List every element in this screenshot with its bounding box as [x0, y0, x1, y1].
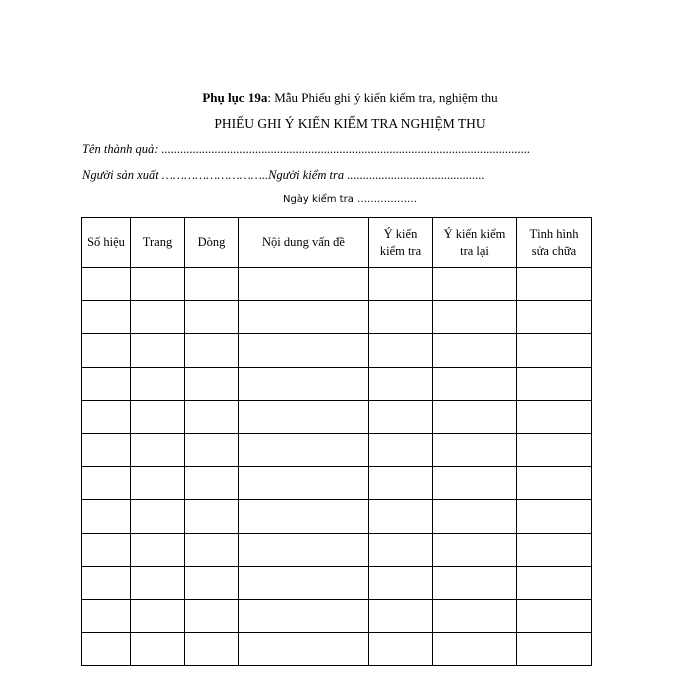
appendix-heading	[0, 90, 700, 106]
table-cell	[369, 334, 433, 367]
table-cell	[82, 334, 131, 367]
table-cell	[131, 467, 185, 500]
table-cell	[369, 533, 433, 566]
table-cell	[82, 599, 131, 632]
table-cell	[433, 633, 517, 666]
table-cell	[239, 500, 369, 533]
table-cell	[369, 633, 433, 666]
table-cell	[517, 433, 592, 466]
table-cell	[433, 566, 517, 599]
table-cell	[185, 367, 239, 400]
table-cell	[433, 334, 517, 367]
result-name-field: Tên thành quả: ......................................................................................................................	[82, 142, 531, 156]
table-cell	[369, 566, 433, 599]
col-number: Số hiệu	[82, 218, 131, 268]
table-header-row	[82, 218, 592, 268]
table-cell	[82, 301, 131, 334]
table-cell	[433, 533, 517, 566]
table-cell	[185, 400, 239, 433]
table-cell	[131, 334, 185, 367]
table-cell	[131, 533, 185, 566]
table-cell	[185, 533, 239, 566]
appendix-text: : Mẫu Phiếu ghi ý kiến kiểm tra, nghiệm thu	[267, 90, 498, 105]
table-cell	[185, 500, 239, 533]
table-cell	[82, 566, 131, 599]
table-row	[82, 334, 592, 367]
table-cell	[185, 467, 239, 500]
table-cell	[82, 367, 131, 400]
table-cell	[239, 400, 369, 433]
table-cell	[433, 301, 517, 334]
table-cell	[239, 467, 369, 500]
table-cell	[82, 433, 131, 466]
table-cell	[239, 566, 369, 599]
table-cell	[82, 268, 131, 301]
table-cell	[369, 500, 433, 533]
table-cell	[239, 268, 369, 301]
table-row	[82, 301, 592, 334]
table-cell	[433, 599, 517, 632]
appendix-label: Phụ lục 19a	[202, 90, 268, 105]
table-cell	[185, 633, 239, 666]
table-cell	[185, 301, 239, 334]
table-cell	[239, 367, 369, 400]
col-reinspection-opinion: Ý kiến kiểm tra lại	[433, 218, 517, 268]
table-cell	[517, 301, 592, 334]
table-cell	[433, 433, 517, 466]
table-cell	[517, 334, 592, 367]
table-cell	[131, 301, 185, 334]
table-cell	[131, 599, 185, 632]
table-row	[82, 268, 592, 301]
col-issue-content: Nội dung vấn đề	[239, 218, 369, 268]
form-title: PHIẾU GHI Ý KIẾN KIỂM TRA NGHIỆM THU	[214, 116, 486, 131]
table-cell	[185, 334, 239, 367]
col-inspection-opinion: Ý kiến kiểm tra	[369, 218, 433, 268]
col-repair-status: Tình hình sửa chữa	[517, 218, 592, 268]
table-cell	[369, 367, 433, 400]
table-cell	[433, 268, 517, 301]
table-cell	[82, 467, 131, 500]
table-cell	[185, 433, 239, 466]
table-cell	[185, 566, 239, 599]
table-cell	[369, 301, 433, 334]
table-cell	[131, 500, 185, 533]
inspection-date-field: Ngày kiểm tra ………………	[282, 194, 418, 205]
table-cell	[131, 367, 185, 400]
table-cell	[131, 633, 185, 666]
table-cell	[517, 633, 592, 666]
producer-inspector-field: Người sản xuất ………………………..Người kiểm tra ............................................	[82, 168, 485, 182]
table-cell	[517, 467, 592, 500]
table-cell	[517, 367, 592, 400]
table-cell	[239, 599, 369, 632]
table-cell	[369, 400, 433, 433]
table-cell	[185, 599, 239, 632]
table-cell	[82, 500, 131, 533]
table-cell	[517, 599, 592, 632]
table-cell	[433, 467, 517, 500]
table-cell	[517, 400, 592, 433]
col-page: Trang	[131, 218, 185, 268]
table-cell	[239, 301, 369, 334]
table-cell	[369, 467, 433, 500]
col-line: Dòng	[185, 218, 239, 268]
table-row	[82, 633, 592, 666]
table-row	[82, 400, 592, 433]
table-cell	[131, 400, 185, 433]
table-cell	[239, 433, 369, 466]
table-row	[82, 599, 592, 632]
table-row	[82, 433, 592, 466]
table-cell	[239, 334, 369, 367]
table-cell	[131, 268, 185, 301]
table-cell	[517, 533, 592, 566]
table-cell	[369, 268, 433, 301]
table-cell	[82, 633, 131, 666]
table-cell	[131, 566, 185, 599]
table-cell	[82, 400, 131, 433]
table-cell	[82, 533, 131, 566]
table-cell	[433, 400, 517, 433]
table-row	[82, 367, 592, 400]
table-cell	[369, 433, 433, 466]
table-cell	[239, 633, 369, 666]
table-row	[82, 533, 592, 566]
table-cell	[517, 500, 592, 533]
table-row	[82, 566, 592, 599]
table-cell	[517, 566, 592, 599]
table-cell	[517, 268, 592, 301]
table-cell	[185, 268, 239, 301]
table-cell	[369, 599, 433, 632]
feedback-table	[81, 217, 592, 666]
table-cell	[239, 533, 369, 566]
table-row	[82, 500, 592, 533]
table-cell	[433, 500, 517, 533]
table-cell	[131, 433, 185, 466]
table-row	[82, 467, 592, 500]
table-cell	[433, 367, 517, 400]
